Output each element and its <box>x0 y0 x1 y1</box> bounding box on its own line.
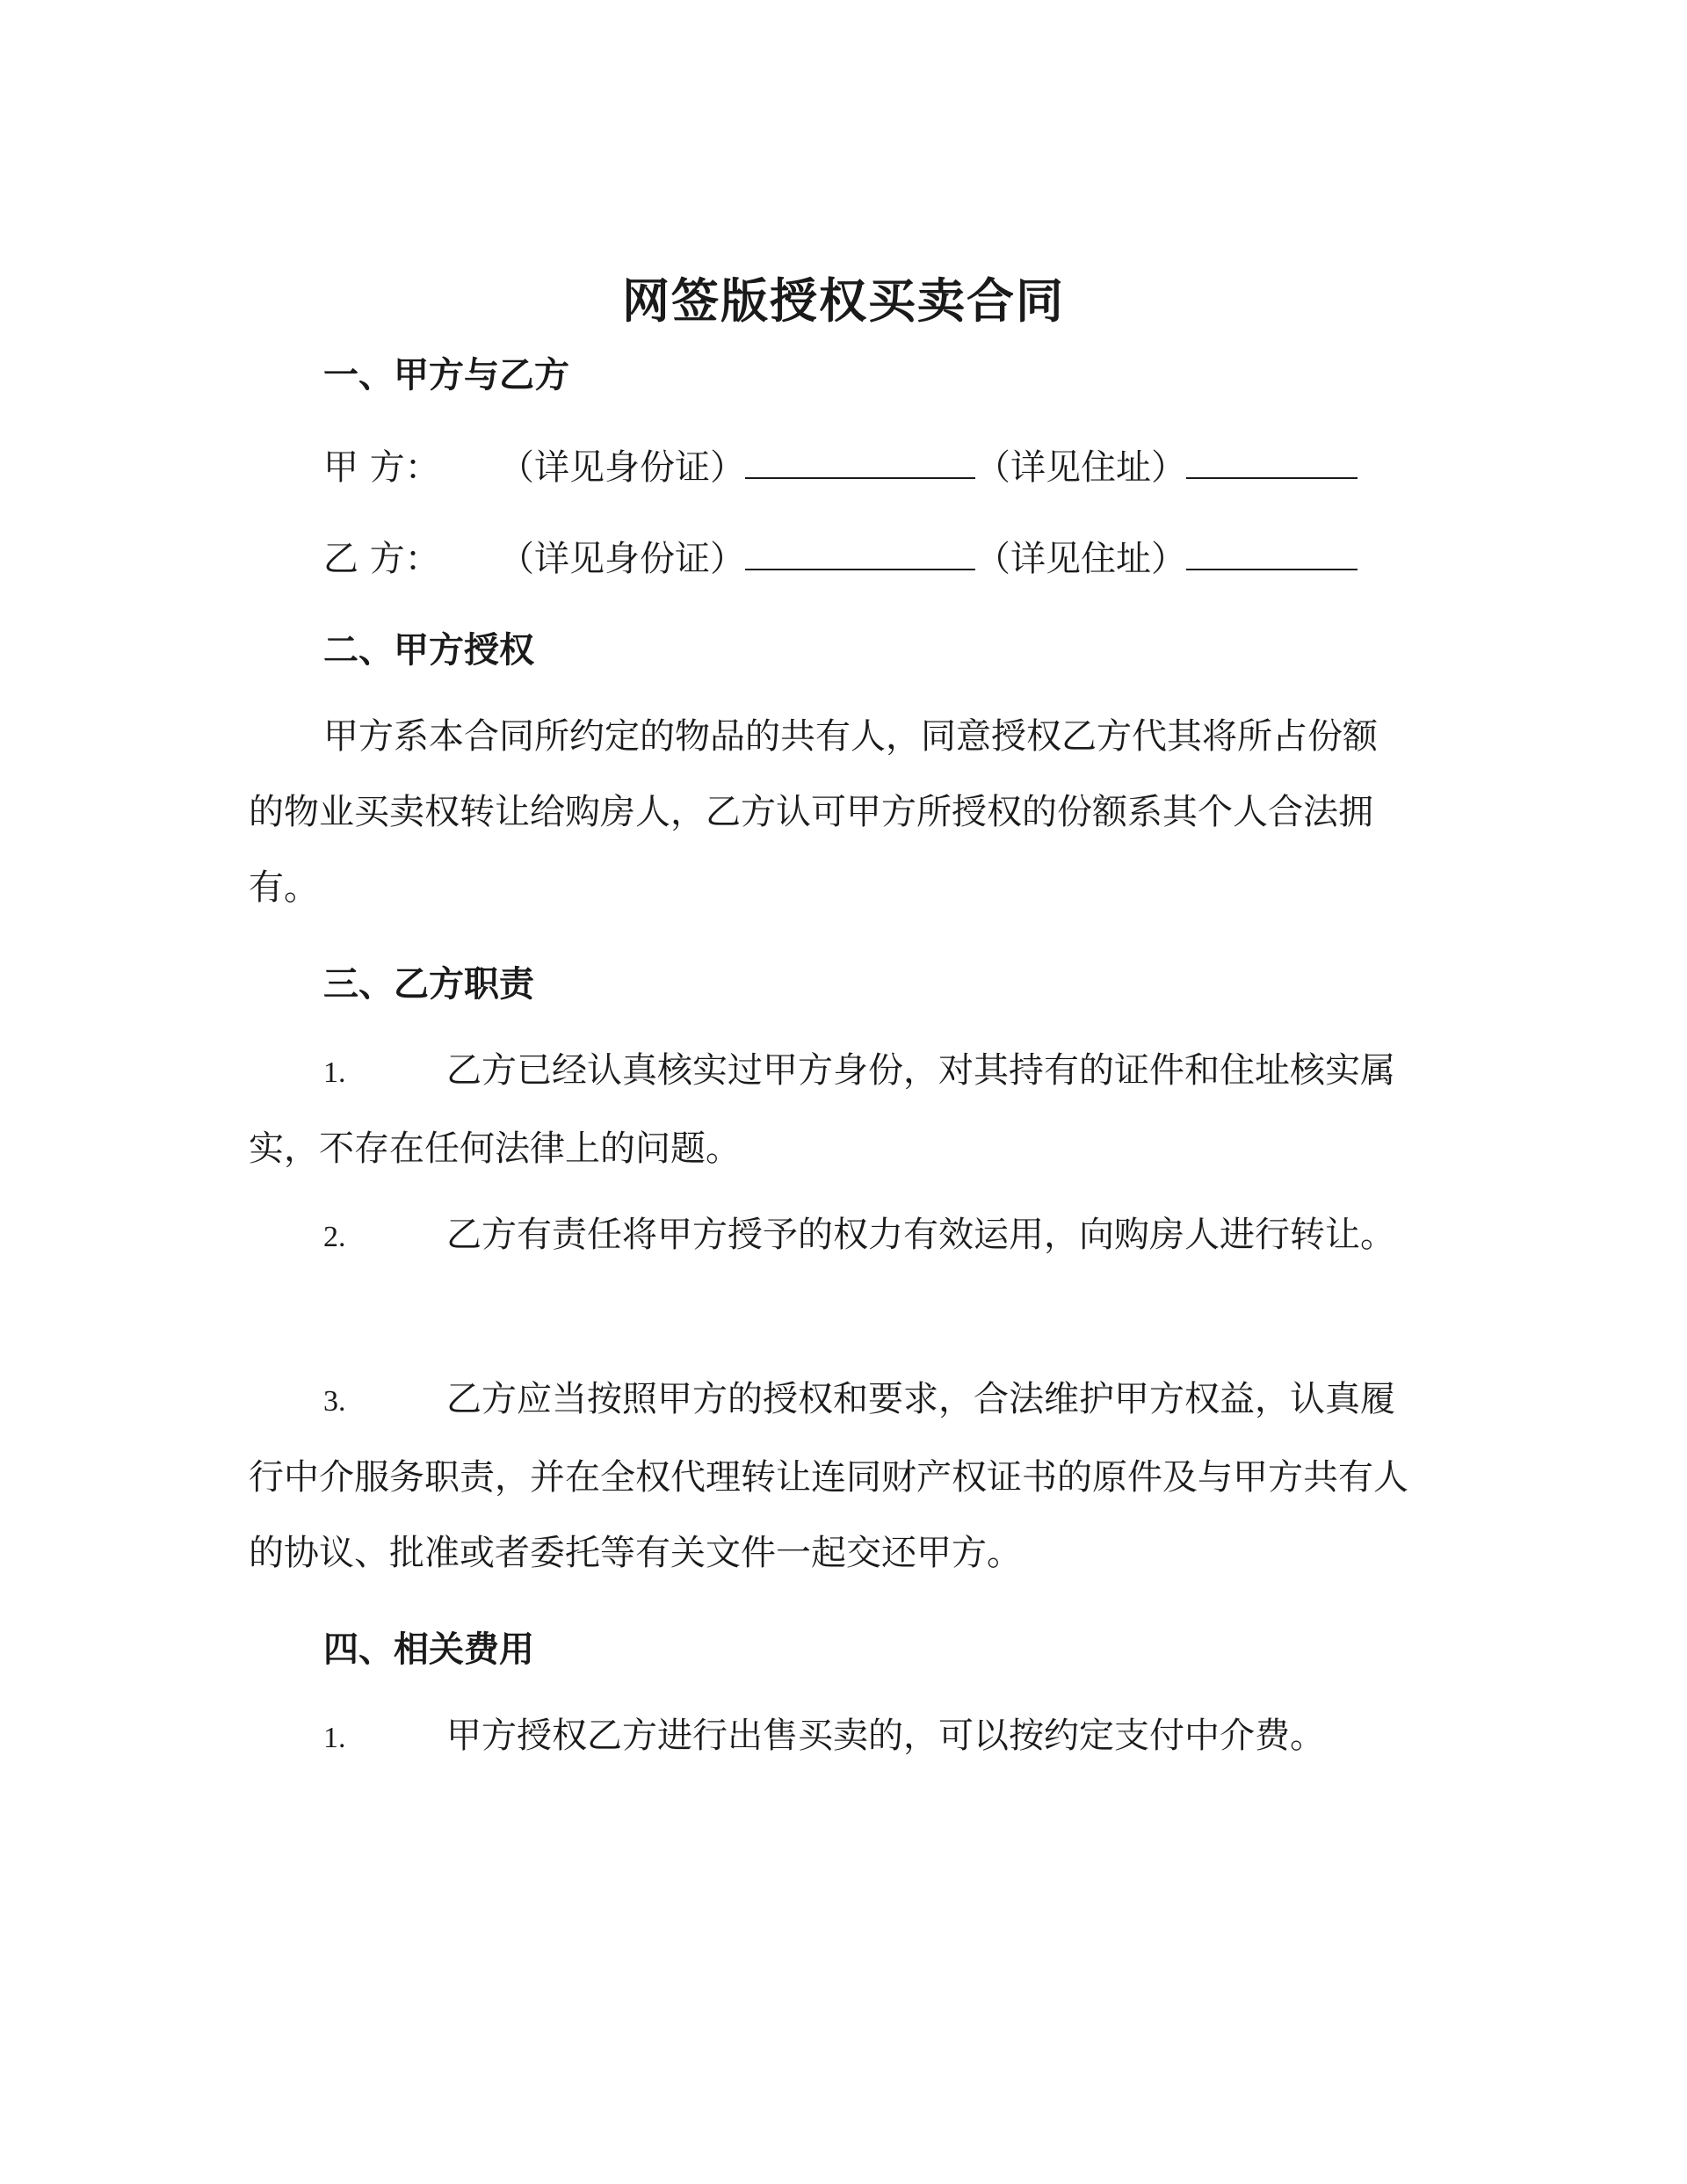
fee-item-text: 甲方授权乙方进行出售买卖的，可以按约定支付中介费。 <box>446 1716 1325 1756</box>
party-a-address-blank <box>1186 444 1358 479</box>
authorization-paragraph: 甲方系本合同所约定的物品的共有人，同意授权乙方代其将所占份额的物业买卖权转让给购房人，乙方认可甲方所授权的份额系其个人合法拥有。 <box>249 716 1378 908</box>
party-a-label: 甲 方： <box>323 447 440 488</box>
section-heading-fees: 四、相关费用 <box>323 1629 534 1670</box>
duty-item <box>249 1197 1408 1275</box>
section-heading-duties: 三、乙方职责 <box>323 963 534 1005</box>
duty-item-text: 乙方应当按照甲方的授权和要求，合法维护甲方权益，认真履行中介服务职责，并在全权代理转让连同财产权证书的原件及与甲方共有人的协议、批准或者委托等有关文件一起交还甲方。 <box>249 1379 1408 1573</box>
party-b-address-blank <box>1186 535 1358 570</box>
section-heading-parties: 一、甲方与乙方 <box>323 354 569 395</box>
duty-item-text: 乙方有责任将甲方授予的权力有效运用，向购房人进行转让。 <box>446 1215 1395 1255</box>
fee-item <box>249 1698 1408 1776</box>
party-a-line <box>323 439 1358 490</box>
party-b-id-text: （详见身份证） <box>499 539 745 579</box>
duty-item-number: 1. <box>323 1056 346 1089</box>
duty-item-number: 2. <box>323 1221 346 1253</box>
fee-item-number: 1. <box>323 1722 346 1754</box>
party-b-label: 乙 方： <box>323 539 440 579</box>
party-b-address-text: （详见住址） <box>975 539 1186 579</box>
document-title: 网签版授权买卖合同 <box>622 272 1065 329</box>
party-a-id-text: （详见身份证） <box>499 447 745 488</box>
duty-item-text: 乙方已经认真核实过甲方身份，对其持有的证件和住址核实属实，不存在任何法律上的问题。 <box>249 1050 1395 1169</box>
duty-item-number: 3. <box>323 1385 346 1418</box>
duty-item <box>249 1033 1408 1186</box>
party-a-id-blank <box>745 444 975 479</box>
party-a-address-text: （详见住址） <box>975 447 1186 488</box>
party-b-line <box>323 531 1358 581</box>
section-heading-authorization: 二、甲方授权 <box>323 629 534 671</box>
duty-item <box>249 1361 1408 1591</box>
party-b-id-blank <box>745 535 975 570</box>
